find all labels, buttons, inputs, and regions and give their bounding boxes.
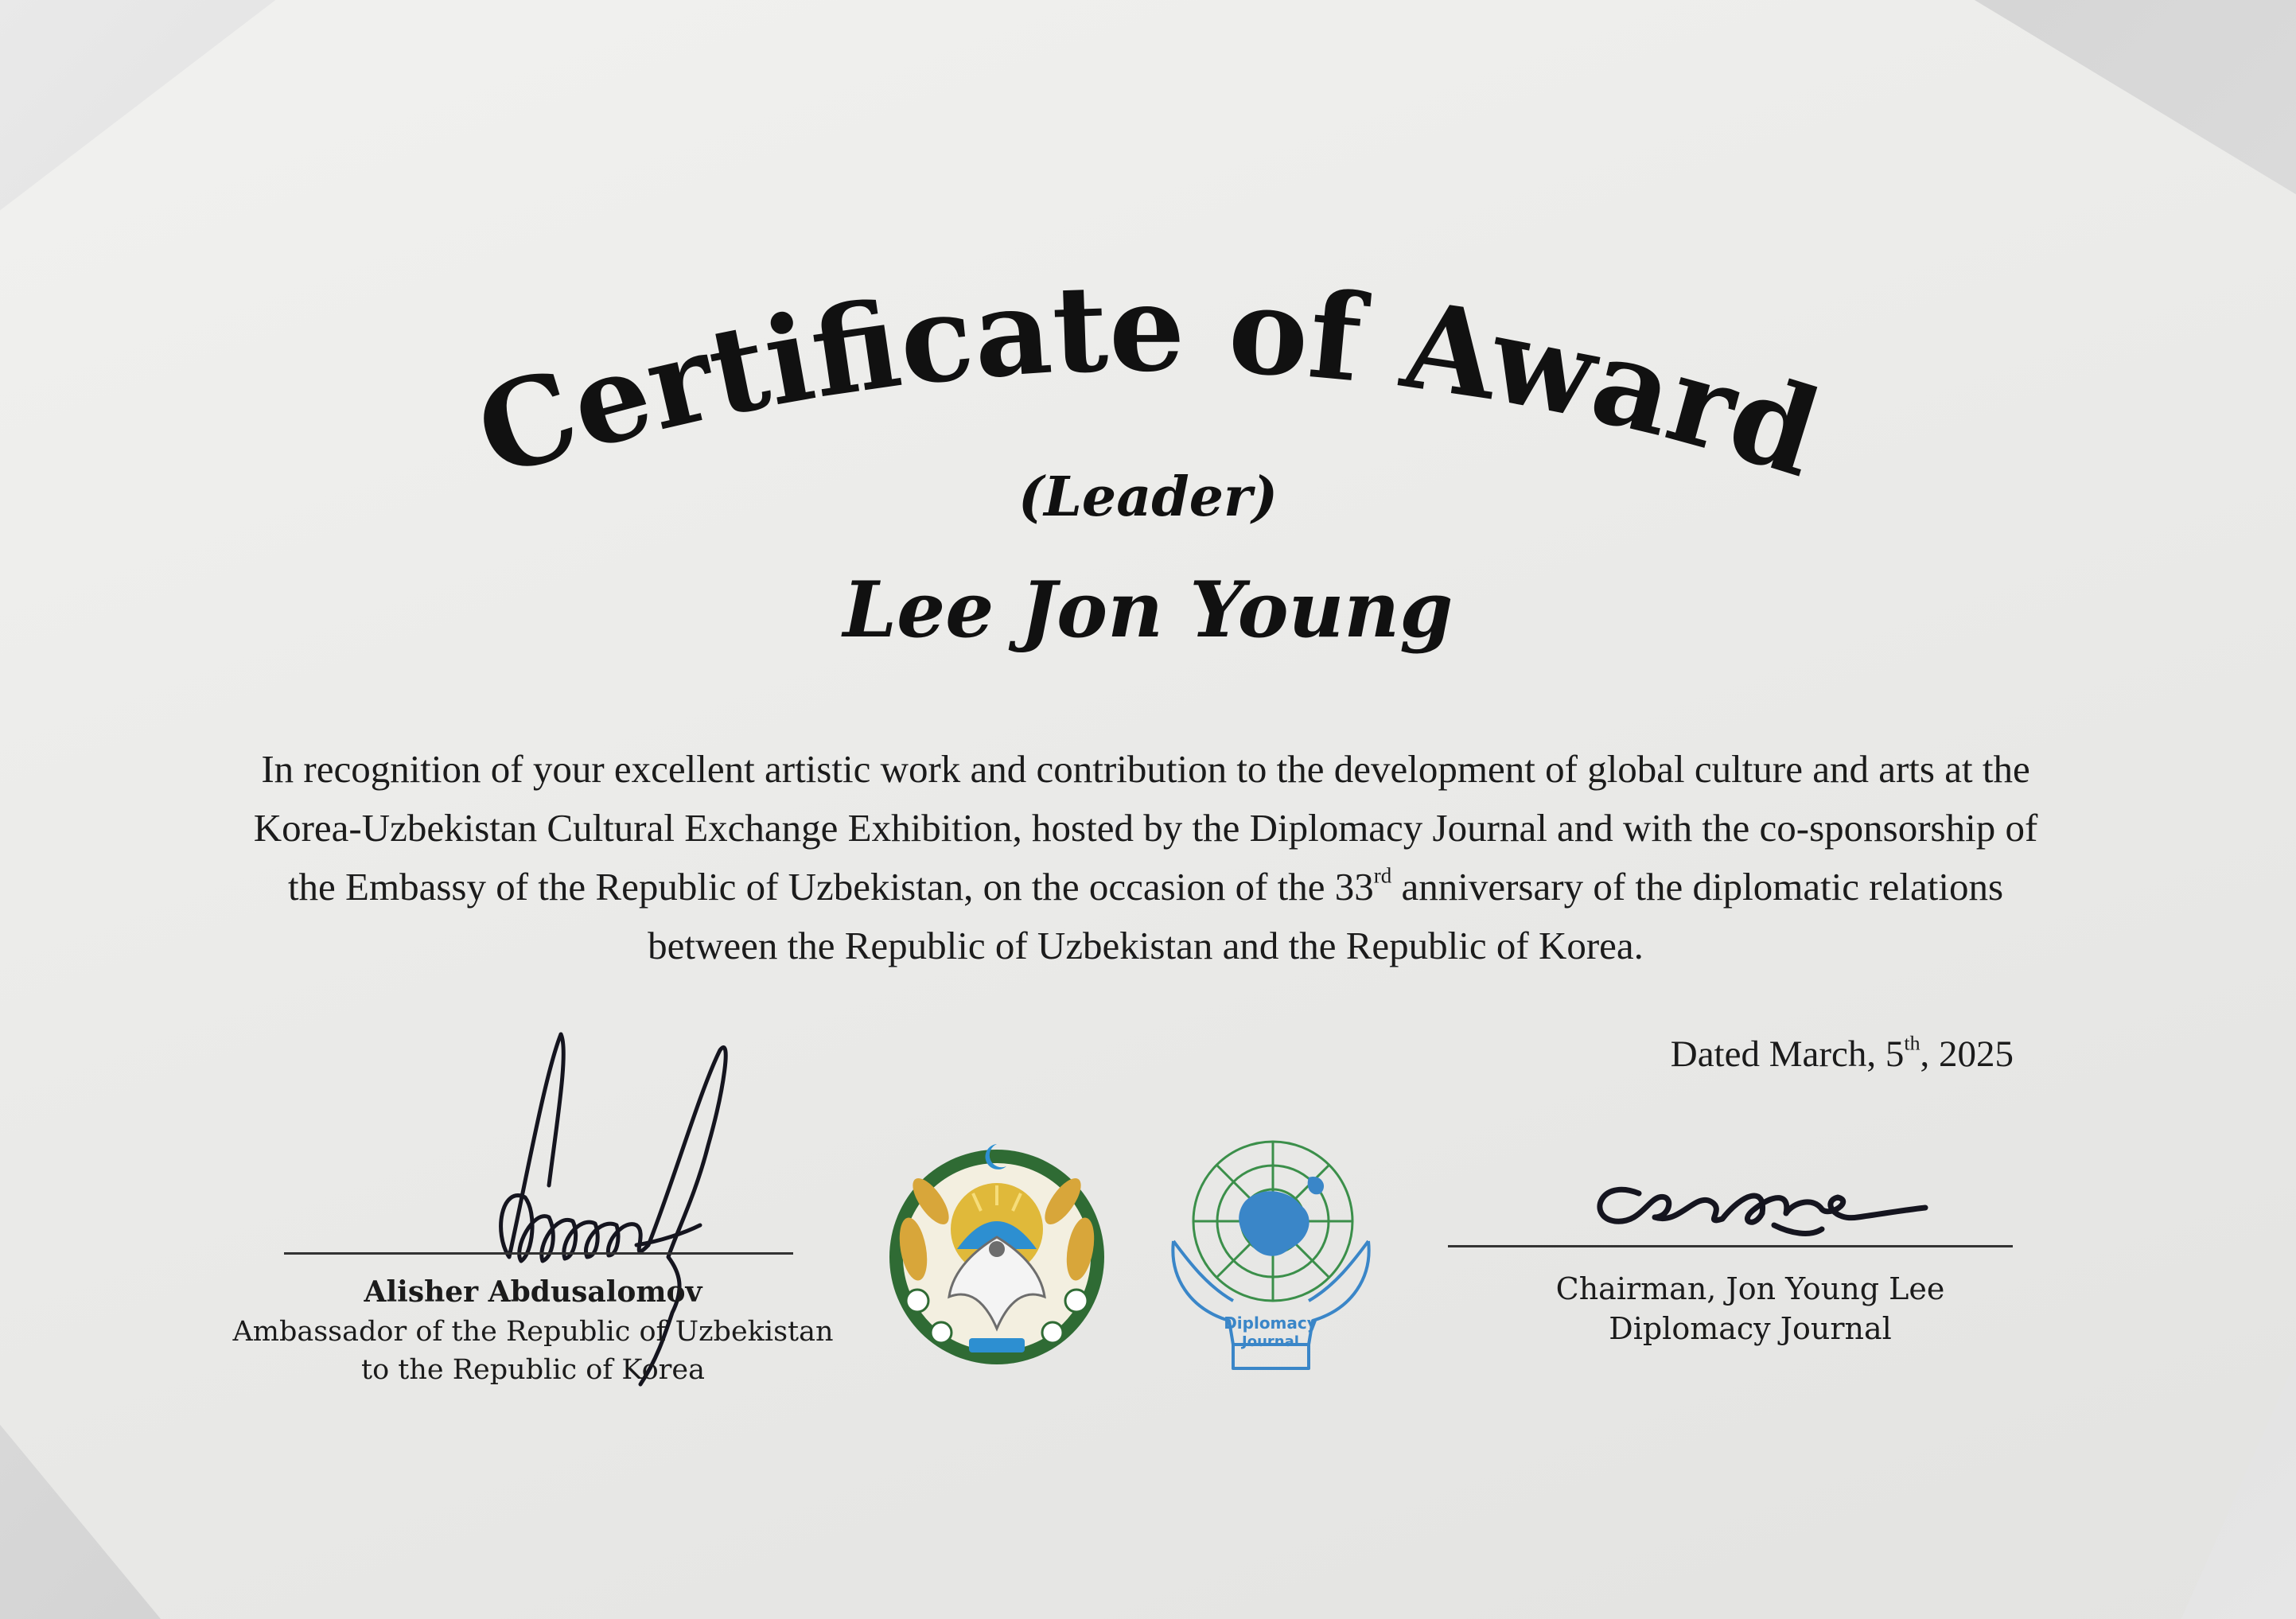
signature-right [1583,1169,1933,1249]
date-line [1671,1033,2014,1076]
certificate-title-text: Certificate of Award [461,263,1835,505]
citation-part-2: anniversary of the diplomatic relations between the Republic of Uzbekistan and the Republic of Korea. [648,865,2004,967]
date-ordinal-suffix: th [1904,1031,1920,1055]
signature-line-left [284,1252,793,1255]
signatory-left-name: Alisher Abdusalomov [364,1275,702,1309]
signature-line-right [1448,1245,2013,1247]
logo-text-line1: Diplomacy [1224,1313,1317,1333]
recipient-name: Lee Jon Young [843,565,1453,655]
certificate-subtitle: (Leader) [1018,465,1278,529]
date-suffix: , 2025 [1920,1033,2014,1075]
citation-ordinal-suffix: rd [1373,863,1392,888]
signatory-right-role-line1: Chairman, Jon Young Lee [1555,1271,1945,1306]
date-prefix: Dated March, 5 [1670,1033,1905,1075]
citation-text [247,740,2045,975]
diplomacy-journal-logo-icon [1158,1130,1384,1376]
logo-text-line2: Journal [1242,1333,1299,1350]
signatory-left-role-line1: Ambassador of the Republic of Uzbekistan [232,1316,834,1348]
signatory-left-role-line2: to the Republic of Korea [361,1354,705,1386]
signatory-right-role [1496,1269,2005,1349]
signatory-right-role-line2: Diplomacy Journal [1609,1311,1892,1346]
uzbekistan-state-emblem-icon [881,1130,1112,1368]
signatory-left-role [215,1313,851,1389]
citation-part-1: In recognition of your excellent artistic work and contribution to the development of global culture and arts at the Korea-Uzbekistan Cultural Exchange Exhibition, hosted by the Diplomacy Journal and with the co-sponsorship of the Embassy of the Republic of Uzbekistan, on the occasion of the 33 [253,747,2038,909]
